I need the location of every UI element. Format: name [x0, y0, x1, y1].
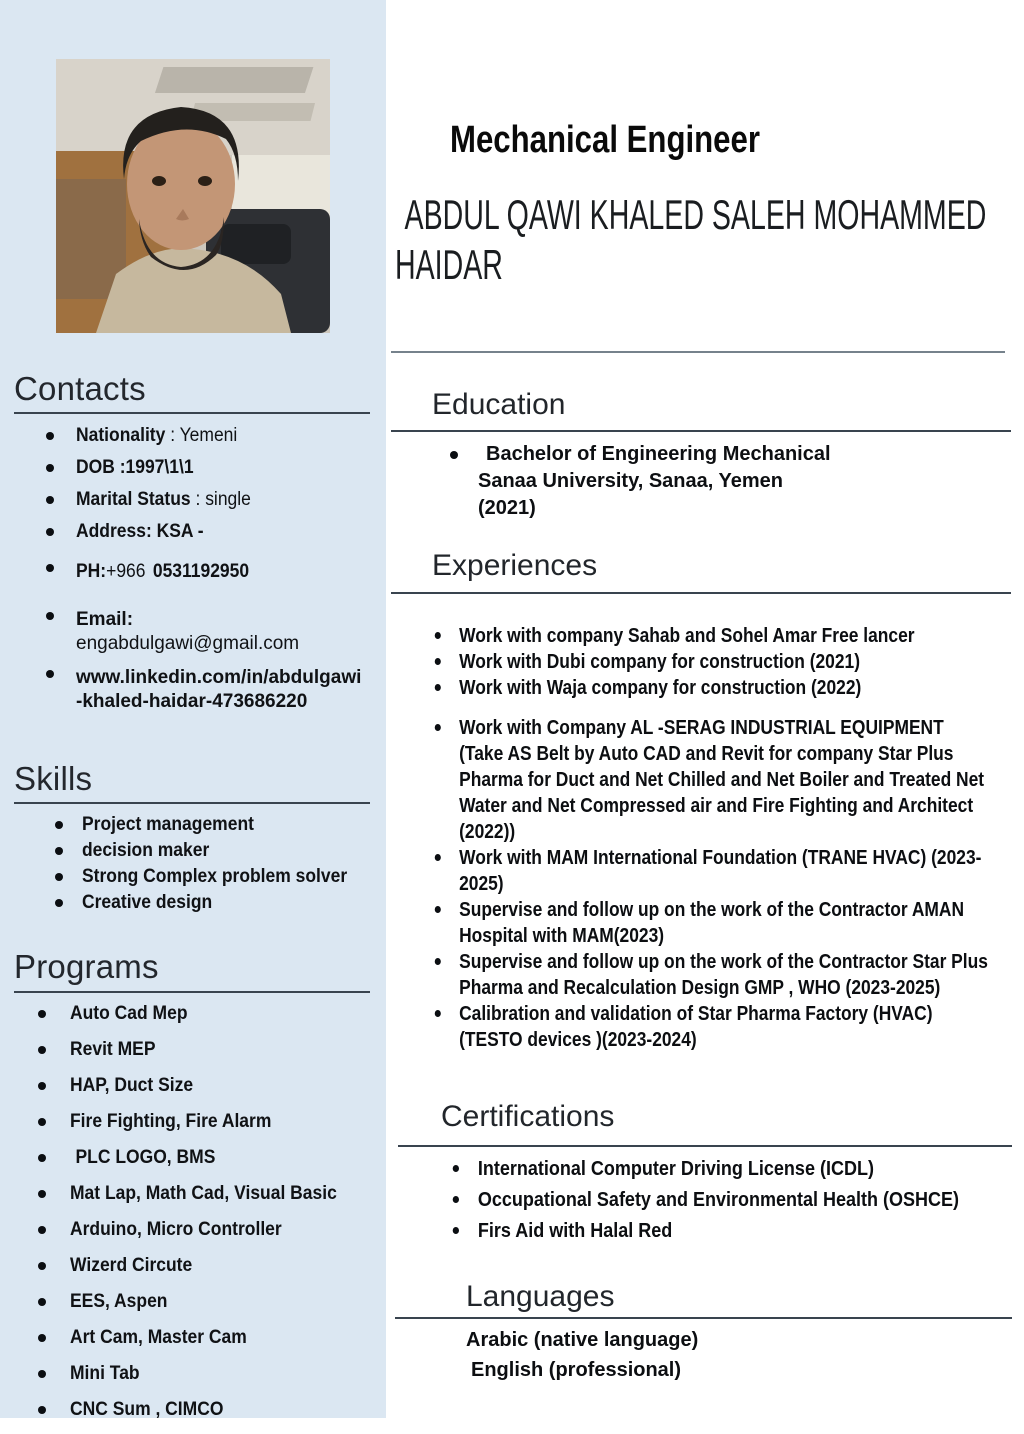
skill-item: decision maker — [14, 838, 376, 864]
bullet-icon — [55, 847, 63, 855]
top-divider — [391, 351, 1005, 353]
bullet-icon — [435, 906, 441, 913]
education-degree: Bachelor of Engineering Mechanical — [486, 443, 831, 465]
contact-email — [14, 608, 376, 656]
contact-label: Marital Status — [76, 489, 191, 510]
bullet-icon — [435, 1010, 441, 1017]
bullet-icon — [46, 528, 54, 536]
language-item: English (professional) — [471, 1359, 682, 1381]
bullet-icon — [38, 1226, 46, 1234]
contacts-heading: Contacts — [14, 370, 146, 407]
bullet-icon — [38, 1082, 46, 1090]
linkedin-url-line2: -khaled-haidar-473686220 — [76, 691, 308, 712]
education-heading: Education — [432, 388, 566, 421]
experience-item: Work with company Sahab and Sohel Amar Free lancer — [433, 623, 990, 649]
experiences-heading: Experiences — [432, 549, 598, 582]
education-underline — [391, 430, 1011, 432]
bullet-icon — [38, 1334, 46, 1342]
bullet-icon — [46, 564, 54, 572]
bullet-icon — [435, 684, 441, 691]
bullet-icon — [435, 958, 441, 965]
program-item: Art Cam, Master Cam — [14, 1326, 376, 1350]
contacts-list — [14, 424, 376, 722]
program-item: PLC LOGO, BMS — [14, 1146, 376, 1170]
experience-item: Supervise and follow up on the work of the Contractor Star Plus Pharma and Recalculation Design GMP , WHO (2023-2025) — [433, 949, 990, 1001]
bullet-icon — [46, 612, 54, 620]
skill-item: Creative design — [14, 890, 376, 916]
bullet-icon — [55, 899, 63, 907]
program-item: Mat Lap, Math Cad, Visual Basic — [14, 1182, 376, 1206]
bullet-icon — [435, 658, 441, 665]
skill-item: Project management — [14, 812, 376, 838]
contacts-underline — [14, 412, 370, 414]
candidate-name-line2: HAIDAR — [395, 241, 503, 288]
contact-value: : single — [190, 489, 251, 510]
contact-value: : Yemeni — [165, 425, 238, 446]
phone-number: 0531192950 — [152, 561, 250, 582]
certification-item: International Computer Driving License (ICDL) — [450, 1156, 999, 1182]
bullet-icon — [38, 1262, 46, 1270]
profile-photo — [56, 59, 330, 333]
languages-list — [466, 1325, 698, 1385]
bullet-icon — [450, 451, 458, 459]
skills-heading: Skills — [14, 760, 93, 797]
program-item: Revit MEP — [14, 1038, 376, 1062]
languages-underline — [395, 1317, 1012, 1319]
experience-item: Work with Company AL -SERAG INDUSTRIAL EQUIPMENT (Take AS Belt by Auto CAD and Revit for company Star Plus Pharma for Duct and Net Chilled and Net Boiler and Treated Net Water and Net Compressed air and Fire Fighting and Architect (2022)) — [433, 715, 990, 845]
program-item: Auto Cad Mep — [14, 1002, 376, 1026]
certification-item: Firs Aid with Halal Red — [450, 1218, 999, 1244]
program-item: Wizerd Circute — [14, 1254, 376, 1278]
sidebar — [0, 0, 386, 1418]
bullet-icon — [453, 1196, 459, 1203]
phone-label: PH: — [76, 561, 107, 582]
bullet-icon — [38, 1406, 46, 1414]
programs-list — [14, 1002, 376, 1434]
contact-linkedin — [14, 666, 376, 714]
skills-list — [14, 812, 376, 916]
email-label: Email: — [76, 609, 134, 630]
contact-label: Address: KSA - — [76, 521, 204, 542]
certification-item: Occupational Safety and Environmental Health (OSHCE) — [450, 1187, 999, 1213]
education-entry — [450, 441, 930, 522]
experience-item: Supervise and follow up on the work of the Contractor AMAN Hospital with MAM(2023) — [433, 897, 990, 949]
bullet-icon — [46, 432, 54, 440]
candidate-name-line1: ABDUL QAWI KHALED SALEH MOHAMMED — [404, 191, 987, 238]
experience-item: Calibration and validation of Star Pharma Factory (HVAC)(TESTO devices )(2023-2024) — [433, 1001, 990, 1053]
experiences-list — [433, 623, 990, 1053]
bullet-icon — [38, 1154, 46, 1162]
bullet-icon — [453, 1165, 459, 1172]
contact-phone — [14, 560, 376, 584]
contact-nationality — [14, 424, 376, 448]
experiences-underline — [391, 592, 1011, 594]
skill-item: Strong Complex problem solver — [14, 864, 376, 890]
contact-dob — [14, 456, 376, 480]
program-item: CNC Sum , CIMCO — [14, 1398, 376, 1422]
experience-item: Work with Waja company for construction (2022) — [433, 675, 990, 701]
bullet-icon — [38, 1190, 46, 1198]
bullet-icon — [435, 854, 441, 861]
experience-item: Work with Dubi company for construction (2021) — [433, 649, 990, 675]
bullet-icon — [38, 1118, 46, 1126]
bullet-icon — [38, 1010, 46, 1018]
certifications-heading: Certifications — [441, 1100, 615, 1133]
profile-photo-illustration — [56, 59, 330, 333]
contact-address — [14, 520, 376, 544]
program-item: Arduino, Micro Controller — [14, 1218, 376, 1242]
certifications-list — [450, 1156, 999, 1249]
email-value: engabdulgawi@gmail.com — [76, 633, 300, 654]
bullet-icon — [46, 670, 54, 678]
bullet-icon — [435, 724, 441, 731]
language-item: Arabic (native language) — [466, 1329, 699, 1351]
programs-underline — [14, 991, 370, 993]
program-item: Mini Tab — [14, 1362, 376, 1386]
program-item: EES, Aspen — [14, 1290, 376, 1314]
contact-marital-status — [14, 488, 376, 512]
bullet-icon — [55, 821, 63, 829]
education-year: (2021) — [478, 497, 536, 519]
certifications-underline — [398, 1145, 1012, 1147]
bullet-icon — [453, 1227, 459, 1234]
bullet-icon — [46, 464, 54, 472]
bullet-icon — [435, 632, 441, 639]
job-title: Mechanical Engineer — [450, 119, 760, 161]
phone-country-code: +966 — [106, 561, 146, 582]
bullet-icon — [46, 496, 54, 504]
programs-heading: Programs — [14, 948, 159, 985]
experience-item: Work with MAM International Foundation (TRANE HVAC) (2023-2025) — [433, 845, 990, 897]
education-university: Sanaa University, Sanaa, Yemen — [478, 470, 783, 492]
bullet-icon — [38, 1046, 46, 1054]
bullet-icon — [38, 1298, 46, 1306]
program-item: HAP, Duct Size — [14, 1074, 376, 1098]
bullet-icon — [38, 1370, 46, 1378]
linkedin-url-line1: www.linkedin.com/in/abdulgawi — [76, 667, 362, 688]
skills-underline — [14, 802, 370, 804]
languages-heading: Languages — [466, 1280, 615, 1313]
contact-label: DOB :1997\1\1 — [76, 457, 194, 478]
program-item: Fire Fighting, Fire Alarm — [14, 1110, 376, 1134]
contact-label: Nationality — [76, 425, 166, 446]
bullet-icon — [55, 873, 63, 881]
candidate-name — [395, 190, 1007, 290]
